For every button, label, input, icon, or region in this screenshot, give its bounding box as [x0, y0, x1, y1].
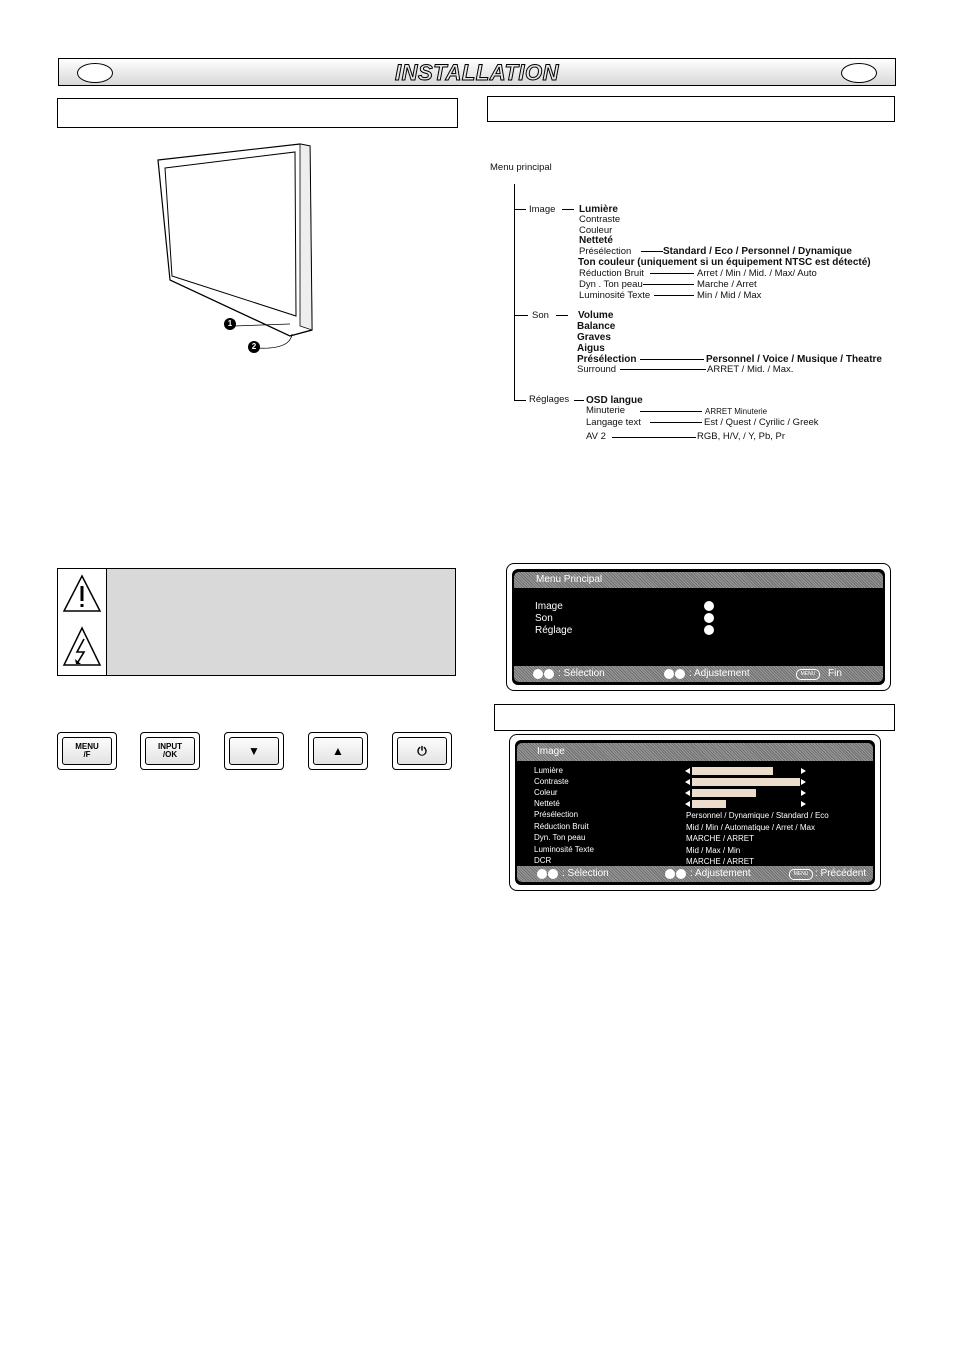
osd-image-option-label[interactable]: Luminosité Texte [534, 844, 594, 854]
power-key-label: ⏻ [397, 737, 447, 765]
callout-marker-2: 2 [248, 341, 260, 353]
osd-image-option-label[interactable]: Présélection [534, 810, 579, 819]
right-arrow-icon[interactable] [801, 768, 806, 774]
tree-surround-options: ARRET / Mid. / Max. [707, 364, 794, 375]
menu-key[interactable] [57, 732, 117, 770]
tree-lum-texte-options: Min / Mid / Max [697, 290, 762, 301]
osd-main-enter-icon[interactable] [704, 613, 714, 623]
osd-image-menu [509, 734, 881, 891]
osd-image-option-label[interactable]: Dyn. Ton peau [534, 833, 586, 842]
left-arrow-icon[interactable] [685, 779, 690, 785]
warning-text-area [106, 569, 455, 675]
tree-reglages: Réglages [529, 394, 570, 405]
tree-reduction: Réduction Bruit [579, 268, 644, 279]
osd-image-row-label[interactable]: Coleur [534, 788, 558, 797]
callout-marker-1: 1 [224, 318, 236, 330]
tree-son: Son [532, 310, 549, 321]
tree-lum-texte: Luminosité Texte [579, 290, 651, 301]
tree-minuterie: Minuterie [586, 405, 626, 416]
tree-son-item: Graves [577, 332, 611, 343]
up-key[interactable] [308, 732, 368, 770]
tree-minuterie-options: ARRET Minuterie [705, 407, 768, 416]
up-key-label: ▲ [313, 737, 363, 765]
osd-image-option-value[interactable]: MARCHE / ARRET [686, 834, 755, 843]
tree-surround: Surround [577, 364, 617, 375]
tree-son-item: Aigus [577, 343, 605, 354]
osd-image-option-label[interactable]: DCR [534, 856, 552, 865]
osd-image-footer-adjust: : Adjustement [690, 868, 751, 879]
up-down-icon [533, 669, 543, 679]
osd-main-item-reglage[interactable]: Réglage [535, 625, 573, 636]
osd-main-footer [514, 666, 883, 682]
osd-main-enter-icon[interactable] [704, 625, 714, 635]
osd-image-row-label[interactable]: Netteté [534, 799, 560, 808]
tree-ton-couleur: Ton couleur (uniquement si un équipement NTSC est détecté) [578, 257, 871, 268]
section-box-image-menu [494, 704, 895, 731]
osd-image-slider[interactable] [692, 767, 773, 775]
input-ok-key-label: INPUT /OK [145, 737, 195, 765]
tree-av2-options: RGB, H/V, / Y, Pb, Pr [697, 431, 786, 442]
electric-shock-icon [62, 625, 102, 669]
osd-image-footer [517, 866, 873, 882]
tree-root: Menu principal [490, 162, 552, 173]
tree-preselection-options: Standard / Eco / Personnel / Dynamique [663, 246, 852, 257]
tree-reduction-options: Arret / Min / Mid. / Max/ Auto [697, 268, 817, 279]
tree-dyn-options: Marche / Arret [697, 279, 757, 290]
right-arrow-icon[interactable] [801, 779, 806, 785]
osd-main-item-image[interactable]: Image [535, 601, 563, 612]
up-down-icon [537, 869, 547, 879]
osd-image-option-value[interactable]: Mid / Min / Automatique / Arret / Max [686, 822, 815, 832]
tree-image-item: Netteté [579, 235, 613, 246]
tree-image-item: Couleur [579, 225, 613, 236]
input-ok-key[interactable] [140, 732, 200, 770]
osd-main-enter-icon[interactable] [704, 601, 714, 611]
tree-son-item: Balance [577, 321, 616, 332]
tree-langage: Langage text [586, 417, 641, 428]
tree-son-preselection: Présélection [577, 354, 637, 365]
down-key-label: ▼ [229, 737, 279, 765]
tree-image-item: Contraste [579, 214, 621, 225]
left-arrow-icon[interactable] [685, 801, 690, 807]
up-down-icon [548, 869, 558, 879]
tree-osd: OSD langue [586, 395, 643, 406]
right-arrow-icon[interactable] [801, 801, 806, 807]
osd-image-option-label[interactable]: Réduction Bruit [534, 821, 589, 831]
tree-preselection: Présélection [579, 246, 632, 257]
left-arrow-icon[interactable] [685, 768, 690, 774]
tree-image: Image [529, 204, 556, 215]
tree-son-preselection-options: Personnel / Voice / Musique / Theatre [706, 354, 882, 365]
warning-icon [62, 573, 102, 615]
osd-main-footer-select: : Sélection [558, 668, 605, 679]
osd-image-option-value[interactable]: Mid / Max / Min [686, 845, 741, 855]
osd-main-title: Menu Principal [514, 572, 883, 588]
osd-main-footer-exit: Fin [828, 668, 842, 679]
left-arrow-icon[interactable] [685, 790, 690, 796]
osd-image-slider[interactable] [692, 778, 800, 786]
menu-tree [0, 0, 954, 460]
tree-av2: AV 2 [586, 431, 606, 442]
osd-image-slider[interactable] [692, 789, 756, 797]
page-title: INSTALLATION [394, 60, 560, 85]
left-right-icon [675, 669, 685, 679]
osd-image-title: Image [517, 743, 873, 761]
osd-image-slider[interactable] [692, 800, 726, 808]
down-key[interactable] [224, 732, 284, 770]
osd-image-footer-back: : Précédent [815, 868, 867, 879]
osd-image-row-label[interactable]: Contraste [534, 777, 569, 786]
right-arrow-icon[interactable] [801, 790, 806, 796]
left-right-icon [664, 669, 674, 679]
menu-key-label: MENU /F [62, 737, 112, 765]
osd-image-footer-select: : Sélection [562, 868, 609, 879]
tree-son-item: Volume [578, 310, 614, 321]
osd-image-row-label[interactable]: Lumière [534, 766, 563, 775]
menu-button-icon: MENU [796, 669, 820, 680]
warning-box [57, 568, 456, 676]
tree-langage-options: Est / Quest / Cyrilic / Greek [704, 417, 819, 428]
osd-main-item-son[interactable]: Son [535, 613, 553, 624]
osd-image-option-value[interactable]: MARCHE / ARRET [686, 857, 755, 866]
left-right-icon [665, 869, 675, 879]
up-down-icon [544, 669, 554, 679]
tree-dyn: Dyn . Ton peau [579, 279, 643, 290]
osd-main-footer-adjust: : Adjustement [689, 668, 750, 679]
osd-main-menu [506, 563, 891, 691]
menu-button-icon: MENU [789, 869, 813, 880]
osd-image-option-value[interactable]: Personnel / Dynamique / Standard / Eco [686, 811, 829, 820]
tree-image-item: Lumière [579, 204, 618, 215]
power-key[interactable] [392, 732, 452, 770]
left-right-icon [676, 869, 686, 879]
